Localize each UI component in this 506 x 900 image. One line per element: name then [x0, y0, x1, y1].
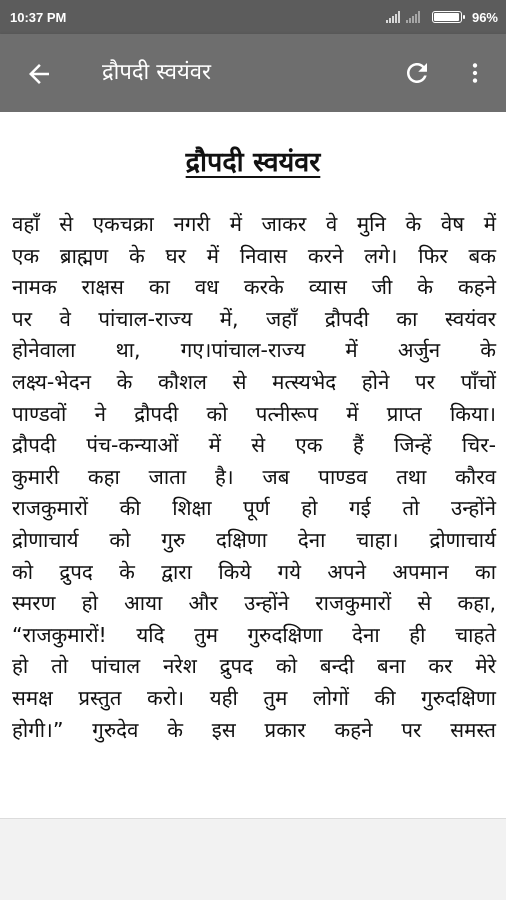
status-icons	[386, 10, 498, 25]
article-content[interactable]	[0, 112, 506, 818]
article-body	[12, 209, 496, 746]
article-heading-text: द्रौपदी स्वयंवर	[185, 147, 321, 178]
article-line: लक्ष्य-भेदन के कौशल से मत्स्यभेद होने पर पाँचों	[12, 369, 496, 394]
battery-level	[434, 13, 459, 21]
article-line: कुमारी कहा जाता है। जब पाण्डव तथा कौरव	[12, 464, 496, 489]
article-line: वहाँ से एकचक्रा नगरी में जाकर वे मुनि के वेष में	[12, 212, 496, 236]
status-time: 10:37 PM	[10, 9, 67, 25]
app-title: द्रौपदी स्वयंवर	[102, 60, 212, 85]
battery-percent: 96%	[471, 9, 498, 25]
refresh-icon[interactable]	[402, 58, 432, 88]
bottom-area	[0, 819, 506, 900]
battery-icon	[432, 11, 462, 23]
article-line: एक ब्राह्मण के घर में निवास करने लगे। फिर बक	[12, 243, 496, 268]
more-vert-icon[interactable]	[462, 58, 488, 88]
article-line: हो तो पांचाल नरेश द्रुपद को बन्दी बना कर मेरे	[12, 654, 496, 679]
article-line: “राजकुमारों! यदि तुम गुरुदक्षिणा देना ही चाहते	[12, 622, 496, 647]
article-heading	[0, 142, 506, 179]
app-bar	[0, 34, 506, 112]
article-line: पाण्डवों ने द्रौपदी को पत्नीरूप में प्राप्त किया।	[12, 401, 496, 426]
article-line: स्मरण हो आया और उन्होंने राजकुमारों से कहा,	[12, 591, 496, 616]
article-line: समक्ष प्रस्तुत करो। यही तुम लोगों की गुरुदक्षिणा	[12, 685, 496, 710]
article-line: को द्रुपद के द्वारा किये गये अपने अपमान का	[12, 559, 496, 584]
article-line: राजकुमारों की शिक्षा पूर्ण हो गई तो उन्होंने	[12, 496, 496, 521]
article-line: पर वे पांचाल-राज्य में, जहाँ द्रौपदी का स्वयंवर	[12, 306, 496, 331]
arrow-back-icon[interactable]	[24, 59, 54, 89]
status-bar	[0, 0, 506, 34]
article-line: होगी।” गुरुदेव के इस प्रकार कहने पर समस्त	[12, 717, 496, 742]
article-line: द्रौपदी पंच-कन्याओं में से एक हैं जिन्हें चिर-	[12, 433, 496, 458]
article-line: होनेवाला था, गए।पांचाल-राज्य में अर्जुन के	[12, 338, 496, 363]
article-line: नामक राक्षस का वध करके व्यास जी के कहने	[12, 275, 496, 300]
signal-icon	[386, 11, 400, 23]
signal-icon-2	[406, 11, 420, 23]
article-line: द्रोणाचार्य को गुरु दक्षिणा देना चाहा। द्रोणाचार्य	[12, 527, 496, 552]
